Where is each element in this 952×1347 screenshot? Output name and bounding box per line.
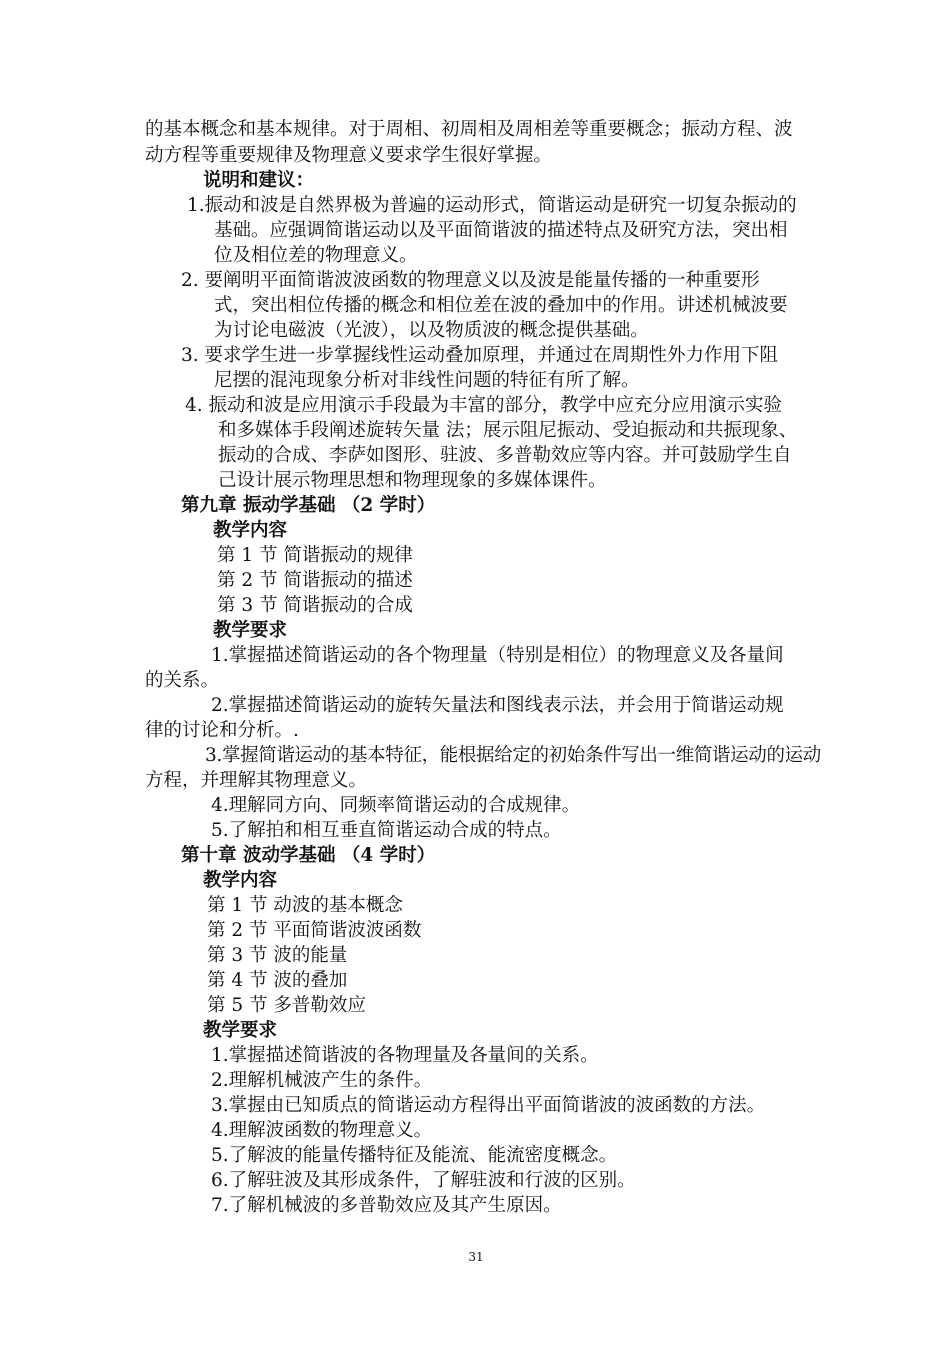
chapter-10-title: 第十章 波动学基础 （4 学时） [181,845,436,866]
chapter-9-req-4: 4.理解同方向、同频率简谐运动的合成规律。 [211,795,581,816]
chapter-10-req-4: 4.理解波函数的物理意义。 [211,1120,433,1141]
note-2-line-1: 2. 要阐明平面简谐波波函数的物理意义以及波是能量传播的一种重要形 [181,270,760,291]
note-3-line-1: 3. 要求学生进一步掌握线性运动叠加原理，并通过在周期性外力作用下阻 [181,345,779,366]
chapter-9-section-1: 第 1 节 简谐振动的规律 [217,545,413,566]
note-1-line-2: 基础。应强调简谐运动以及平面简谐波的描述特点及研究方法，突出相 [214,220,788,241]
chapter-10-section-2: 第 2 节 平面简谐波波函数 [207,920,422,941]
chapter-9-req-1a: 1.掌握描述简谐运动的各个物理量（特别是相位）的物理意义及各量间 [211,645,784,666]
chapter-9-content-heading: 教学内容 [213,520,288,541]
chapter-10-req-1: 1.掌握描述简谐波的各物理量及各量间的关系。 [211,1045,599,1066]
chapter-10-section-1: 第 1 节 动波的基本概念 [207,895,403,916]
note-1-line-3: 位及相位差的物理意义。 [214,245,418,266]
chapter-9-req-1b: 的关系。 [145,670,220,691]
chapter-10-req-5: 5.了解波的能量传播特征及能流、能流密度概念。 [211,1145,618,1166]
chapter-9-section-3: 第 3 节 简谐振动的合成 [217,595,413,616]
chapter-10-req-heading: 教学要求 [203,1020,278,1041]
chapter-9-req-3a: 3.掌握简谐运动的基本特征，能根据给定的初始条件写出一维简谐运动的运动 [205,745,821,766]
note-3-line-2: 尼摆的混沌现象分析对非线性问题的特征有所了解。 [214,370,640,391]
note-4-line-2: 和多媒体手段阐述旋转矢量 法；展示阻尼振动、受迫振动和共振现象、 [218,420,798,441]
note-2-line-2: 式，突出相位传播的概念和相位差在波的叠加中的作用。讲述机械波要 [214,295,788,316]
chapter-9-section-2: 第 2 节 简谐振动的描述 [217,570,413,591]
page-number: 31 [468,1250,484,1264]
note-2-line-3: 为讨论电磁波（光波），以及物质波的概念提供基础。 [214,320,649,341]
chapter-10-req-6: 6.了解驻波及其形成条件，了解驻波和行波的区别。 [211,1170,636,1191]
chapter-10-content-heading: 教学内容 [203,870,278,891]
note-4-line-1: 4. 振动和波是应用演示手段最为丰富的部分，教学中应充分应用演示实验 [185,395,783,416]
note-4-line-4: 己设计展示物理思想和物理现象的多媒体课件。 [218,470,607,491]
chapter-10-req-3: 3.掌握由已知质点的简谐运动方程得出平面简谐波的波函数的方法。 [211,1095,766,1116]
chapter-10-section-5: 第 5 节 多普勒效应 [207,995,366,1016]
intro-line-2: 动方程等重要规律及物理意义要求学生很好掌握。 [145,145,553,166]
chapter-10-req-7: 7.了解机械波的多普勒效应及其产生原因。 [211,1195,562,1216]
note-1-line-1: 1.振动和波是自然界极为普遍的运动形式，简谐运动是研究一切复杂振动的 [187,195,797,216]
chapter-9-req-heading: 教学要求 [213,620,288,641]
note-4-line-3: 振动的合成、李萨如图形、驻波、多普勒效应等内容。并可鼓励学生自 [218,445,792,466]
chapter-10-req-2: 2.理解机械波产生的条件。 [211,1070,433,1091]
chapter-10-section-3: 第 3 节 波的能量 [207,945,348,966]
intro-line-1: 的基本概念和基本规律。对于周相、初周相及周相差等重要概念；振动方程、波 [145,119,793,140]
chapter-9-req-2b: 律的讨论和分析。. [145,720,299,741]
chapter-10-section-4: 第 4 节 波的叠加 [207,970,348,991]
chapter-9-req-3b: 方程，并理解其物理意义。 [145,770,368,791]
chapter-9-req-5: 5.了解拍和相互垂直简谐运动合成的特点。 [211,820,562,841]
chapter-9-req-2a: 2.掌握描述简谐运动的旋转矢量法和图线表示法，并会用于简谐运动规 [211,695,784,716]
notes-heading: 说明和建议： [203,170,315,191]
chapter-9-title: 第九章 振动学基础 （2 学时） [181,495,436,516]
